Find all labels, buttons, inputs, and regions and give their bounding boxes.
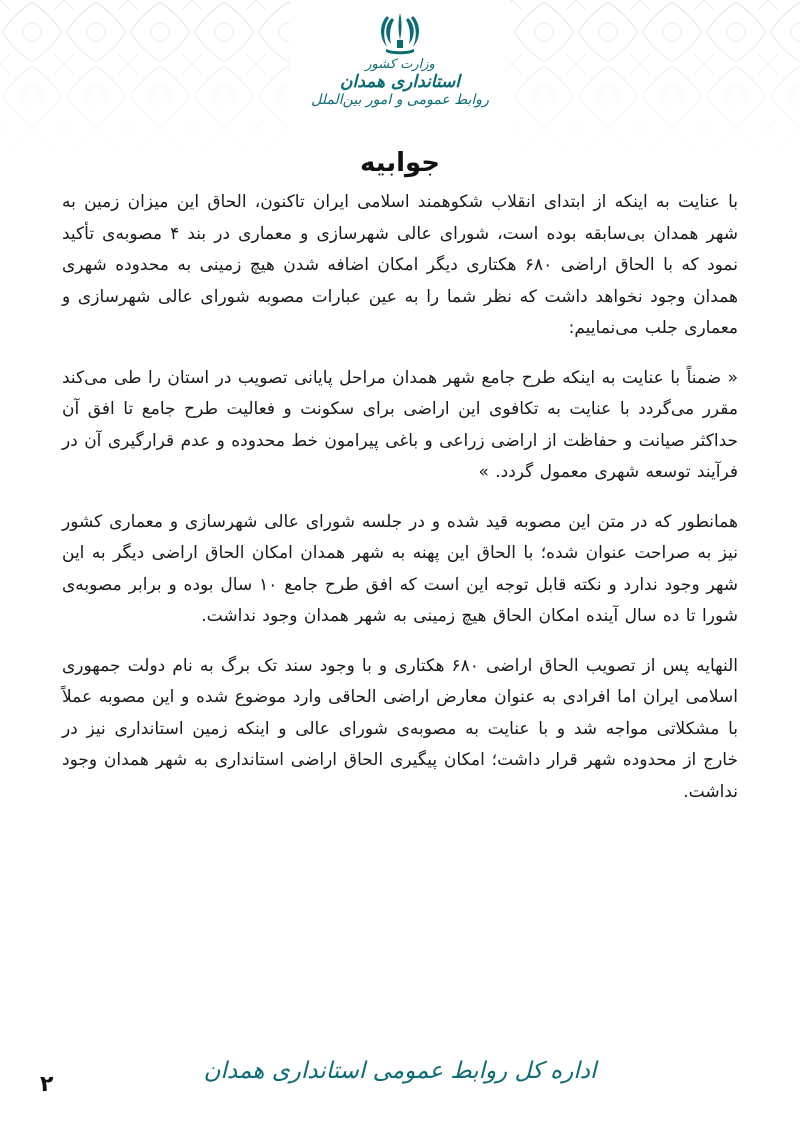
page-number: ۲ — [40, 1072, 54, 1097]
paragraph: همانطور که در متن این مصوبه قید شده و در جلسه شورای عالی شهرسازی و معماری کشور نیز به صراحت عنوان شده؛ با الحاق این پهنه به شهر همدان امکان الحاق اراضی دیگر به این شهر وجود ندارد و نکته قابل توجه این است که افق طرح جامع ۱۰ سال بوده و برابر مصوبه‌ی شورا تا ده سال آینده امکان الحاق هیچ زمینی به شهر همدان وجود نداشت. — [62, 511, 738, 626]
quoted-resolution: « ضمناً با عنایت به اینکه طرح جامع شهر همدان مراحل پایانی تصویب در استان را طی می‌کند مقرر می‌گردد با عنایت به تکافوی این اراضی برای سکونت و فعالیت طرح جامع تا افق آن حداکثر صیانت و حفاظت از اراضی زراعی و باغی پیرامون خط محدوده و عدم قرارگیری آن در فرآیند توسعه شهری معمول گردد. » — [62, 367, 738, 482]
footer-signature: اداره کل روابط عمومی استانداری همدان — [203, 1058, 597, 1084]
ministry-name: وزارت کشور — [365, 57, 435, 72]
paragraph: با عنایت به اینکه از ابتدای انقلاب شکوهمند اسلامی ایران تاکنون، الحاق این میزان زمین به شهر همدان بی‌سابقه بوده است، شورای عالی شهرسازی و معماری در بند ۴ مصوبه‌ی تأکید نمود که با الحاق اراضی ۶۸۰ هکتاری دیگر امکان اضافه شدن هیچ زمینی به محدوده شهری همدان وجود نخواهد داشت که نظر شما را به عین عبارات مصوبه شورای عالی شهرسازی و معماری جلب می‌نماییم: — [62, 192, 738, 338]
iran-emblem-icon — [378, 10, 422, 56]
governorate-name: استانداری همدان — [339, 71, 460, 92]
department-name: روابط عمومی و امور بین‌الملل — [311, 92, 489, 109]
letterhead — [300, 10, 500, 140]
document-title: جوابیه — [359, 148, 441, 178]
document-body — [62, 187, 738, 826]
paragraph: النهایه پس از تصویب الحاق اراضی ۶۸۰ هکتاری و با وجود سند تک برگ به نام دولت جمهوری اسلامی ایران اما افرادی به عنوان معارض اراضی الحاقی وارد موضوع شده و این مصوبه عملاً با مشکلاتی مواجه شد و با عنایت به مصوبه‌ی شورای عالی و اینکه زمین استانداری نیز در خارج از محدوده شهر قرار داشت؛ امکان پیگیری الحاق اراضی استانداری به شهر همدان وجود نداشت. — [62, 655, 738, 802]
